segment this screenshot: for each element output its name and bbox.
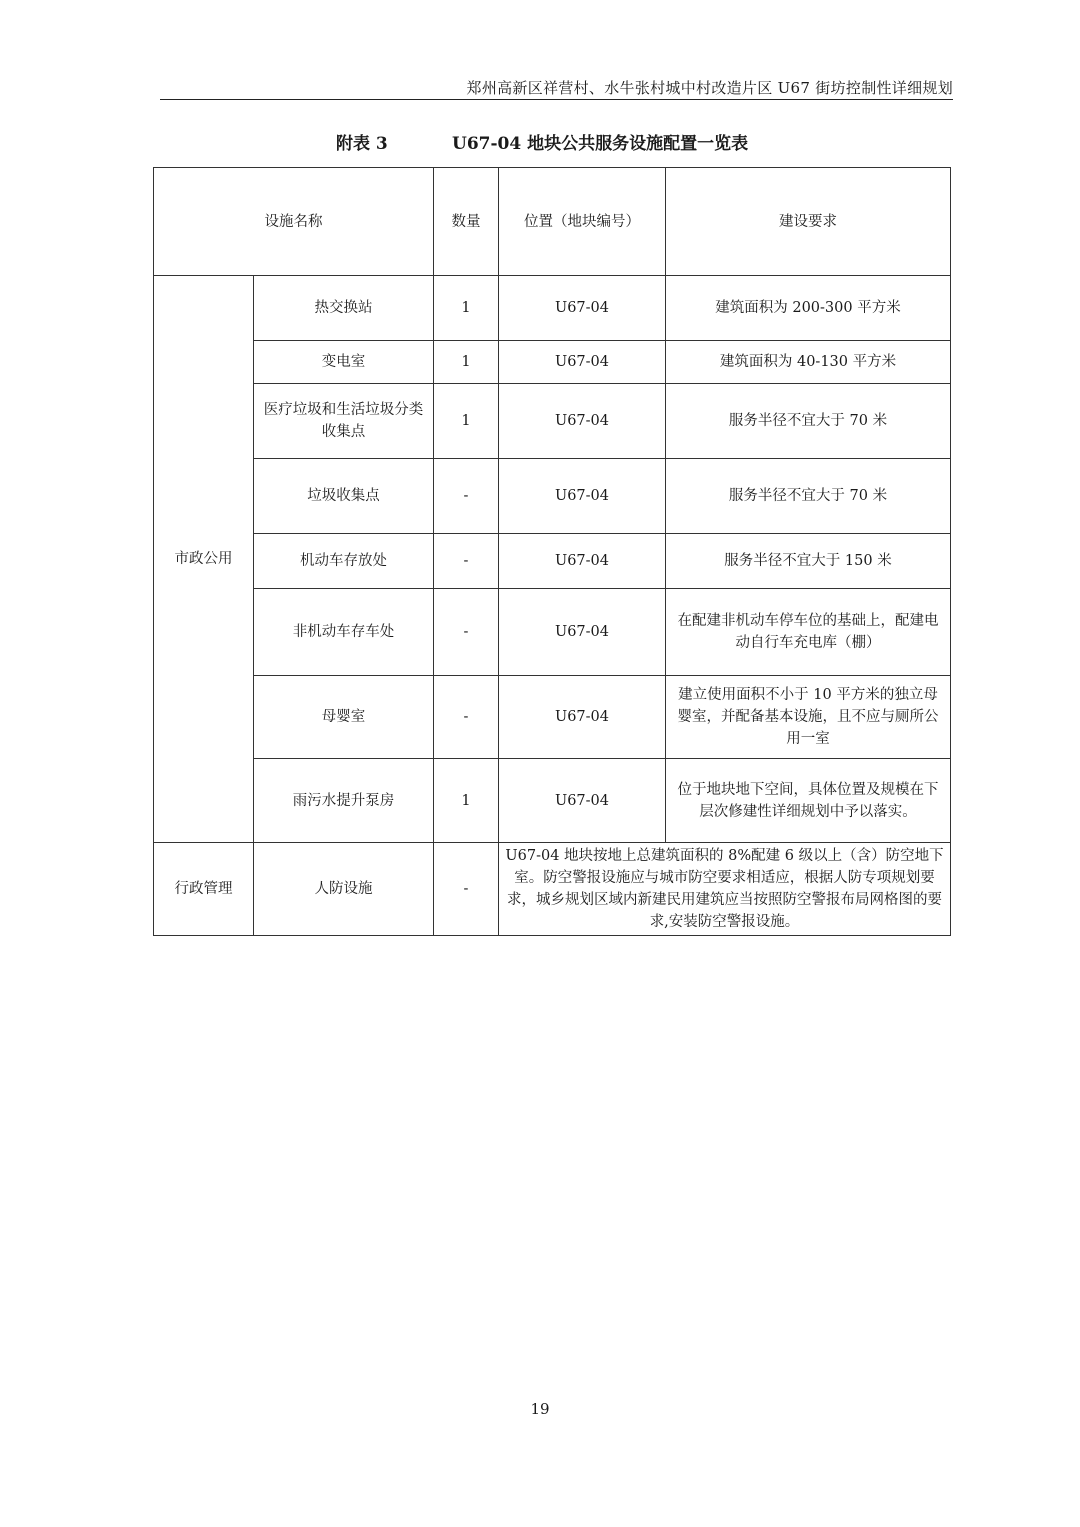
facilities-table bbox=[153, 167, 951, 936]
table-row bbox=[154, 459, 951, 534]
facility-requirement: 建筑面积为 40-130 平方米 bbox=[666, 341, 951, 384]
facility-location: U67-04 bbox=[499, 341, 666, 384]
facility-quantity: - bbox=[434, 589, 499, 676]
facility-location: U67-04 bbox=[499, 759, 666, 843]
table-row bbox=[154, 341, 951, 384]
facility-quantity: 1 bbox=[434, 384, 499, 459]
facility-location: U67-04 bbox=[499, 384, 666, 459]
category-municipal: 市政公用 bbox=[154, 276, 254, 843]
header-requirement: 建设要求 bbox=[666, 168, 951, 276]
facility-requirement: U67-04 地块按地上总建筑面积的 8%配建 6 级以上（含）防空地下室。防空警报设施应与城市防空要求相适应，根据人防专项规划要求，城乡规划区域内新建民用建筑应当按照防空警报布局网格图的要求,安装防空警报设施。 bbox=[499, 843, 951, 936]
header-location: 位置（地块编号） bbox=[499, 168, 666, 276]
facility-name: 非机动车存车处 bbox=[254, 589, 434, 676]
page-number: 19 bbox=[530, 1400, 550, 1418]
table-row bbox=[154, 759, 951, 843]
table-row bbox=[154, 276, 951, 341]
facility-location: U67-04 bbox=[499, 534, 666, 589]
caption-label: 附表 3 bbox=[336, 134, 388, 154]
facility-name: 母婴室 bbox=[254, 676, 434, 759]
header-quantity: 数量 bbox=[434, 168, 499, 276]
facility-quantity: - bbox=[434, 843, 499, 936]
facility-requirement: 服务半径不宜大于 70 米 bbox=[666, 384, 951, 459]
facility-name: 医疗垃圾和生活垃圾分类收集点 bbox=[254, 384, 434, 459]
facility-requirement: 服务半径不宜大于 150 米 bbox=[666, 534, 951, 589]
facility-name: 人防设施 bbox=[254, 843, 434, 936]
table-row bbox=[154, 676, 951, 759]
facility-requirement: 在配建非机动车停车位的基础上，配建电动自行车充电库（棚） bbox=[666, 589, 951, 676]
caption-title: U67-04 地块公共服务设施配置一览表 bbox=[452, 134, 749, 154]
facility-location: U67-04 bbox=[499, 676, 666, 759]
facility-quantity: 1 bbox=[434, 276, 499, 341]
facility-name: 雨污水提升泵房 bbox=[254, 759, 434, 843]
facility-quantity: 1 bbox=[434, 341, 499, 384]
running-header: 郑州高新区祥营村、水牛张村城中村改造片区 U67 街坊控制性详细规划 bbox=[466, 79, 953, 97]
table-row bbox=[154, 589, 951, 676]
facility-location: U67-04 bbox=[499, 459, 666, 534]
facility-requirement: 建立使用面积不小于 10 平方米的独立母婴室，并配备基本设施，且不应与厕所公用一室 bbox=[666, 676, 951, 759]
facility-location: U67-04 bbox=[499, 276, 666, 341]
facility-quantity: 1 bbox=[434, 759, 499, 843]
table-header-row bbox=[154, 168, 951, 276]
facility-name: 机动车存放处 bbox=[254, 534, 434, 589]
facility-requirement: 建筑面积为 200-300 平方米 bbox=[666, 276, 951, 341]
facility-requirement: 服务半径不宜大于 70 米 bbox=[666, 459, 951, 534]
facility-name: 垃圾收集点 bbox=[254, 459, 434, 534]
table-row bbox=[154, 843, 951, 936]
category-administration: 行政管理 bbox=[154, 843, 254, 936]
table-row bbox=[154, 534, 951, 589]
header-rule bbox=[160, 99, 953, 100]
facility-requirement: 位于地块地下空间，具体位置及规模在下层次修建性详细规划中予以落实。 bbox=[666, 759, 951, 843]
facility-quantity: - bbox=[434, 459, 499, 534]
facility-quantity: - bbox=[434, 676, 499, 759]
table-row bbox=[154, 384, 951, 459]
facility-name: 热交换站 bbox=[254, 276, 434, 341]
header-name: 设施名称 bbox=[154, 168, 434, 276]
facility-location: U67-04 bbox=[499, 589, 666, 676]
facility-quantity: - bbox=[434, 534, 499, 589]
facility-name: 变电室 bbox=[254, 341, 434, 384]
